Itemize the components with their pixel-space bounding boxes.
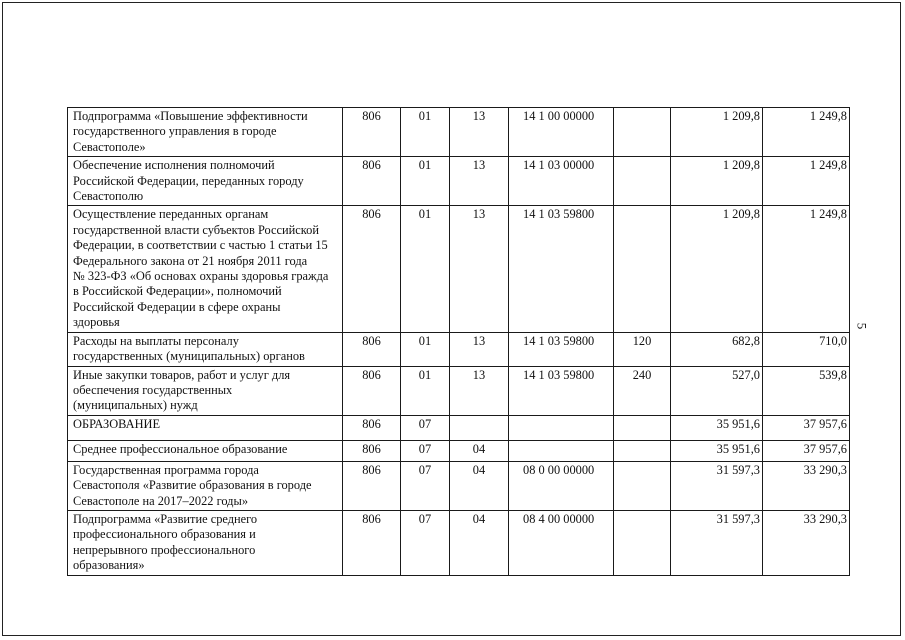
cell-name-line: № 323-ФЗ «Об основах охраны здоровья гражда [73,269,329,284]
cell-subsection: 04 [450,440,509,461]
cell-name-line: (муниципальных) нужд [73,398,198,413]
cell-subsection: 13 [450,157,509,206]
cell-name [68,415,343,440]
cell-sum-first: 527,0 [671,366,763,415]
cell-name-line: Расходы на выплаты персоналу [73,333,239,348]
cell-expense-type [614,440,671,461]
cell-target-article: 14 1 03 00000 [509,157,614,206]
cell-sum-first: 31 597,3 [671,510,763,575]
cell-ministry: 806 [343,108,401,157]
cell-expense-type [614,415,671,440]
cell-subsection: 04 [450,510,509,575]
cell-section: 01 [401,332,450,366]
table-row [68,157,850,206]
cell-section: 07 [401,510,450,575]
table-row [68,108,850,157]
cell-sum-first: 1 209,8 [671,108,763,157]
cell-name-line: государственных (муниципальных) органов [73,349,305,364]
cell-name [68,366,343,415]
cell-name-line: Российской Федерации в сфере охраны [73,299,281,314]
cell-sum-second: 539,8 [763,366,850,415]
cell-sum-first: 1 209,8 [671,157,763,206]
page-number: 5 [854,322,870,330]
cell-expense-type [614,157,671,206]
table-row [68,366,850,415]
cell-sum-first: 682,8 [671,332,763,366]
cell-expense-type [614,206,671,332]
cell-sum-second: 33 290,3 [763,461,850,510]
cell-ministry: 806 [343,157,401,206]
cell-name [68,206,343,332]
cell-name-line: ОБРАЗОВАНИЕ [73,416,161,431]
cell-expense-type: 240 [614,366,671,415]
cell-sum-second: 1 249,8 [763,206,850,332]
cell-ministry: 806 [343,440,401,461]
cell-name [68,108,343,157]
table-row [68,332,850,366]
cell-subsection: 13 [450,366,509,415]
cell-sum-second: 710,0 [763,332,850,366]
table-body [68,108,850,576]
cell-section: 07 [401,461,450,510]
cell-subsection: 04 [450,461,509,510]
cell-name-line: Севастополю [73,189,144,204]
table-row [68,415,850,440]
cell-ministry: 806 [343,206,401,332]
cell-subsection: 13 [450,206,509,332]
cell-target-article: 14 1 03 59800 [509,206,614,332]
cell-section: 07 [401,415,450,440]
cell-target-article [509,440,614,461]
cell-ministry: 806 [343,461,401,510]
cell-sum-second: 37 957,6 [763,415,850,440]
cell-name-line: в Российской Федерации», полномочий [73,284,282,299]
cell-subsection [450,415,509,440]
cell-target-article: 08 0 00 00000 [509,461,614,510]
cell-name-line: Федерации, в соответствии с частью 1 статьи 15 [73,238,328,253]
cell-target-article: 14 1 00 00000 [509,108,614,157]
cell-subsection: 13 [450,108,509,157]
cell-name-line: Подпрограмма «Развитие среднего [73,511,258,526]
cell-name [68,510,343,575]
table-row [68,461,850,510]
cell-target-article [509,415,614,440]
cell-expense-type [614,461,671,510]
cell-name-line: Российской Федерации, переданных городу [73,173,304,188]
cell-name [68,157,343,206]
cell-section: 01 [401,108,450,157]
cell-sum-second: 1 249,8 [763,157,850,206]
cell-name-line: профессионального образования и [73,527,256,542]
cell-name-line: государственного управления в городе [73,124,277,139]
cell-name [68,440,343,461]
cell-name-line: государственной власти субъектов Российской [73,222,320,237]
table-row [68,206,850,332]
cell-expense-type [614,510,671,575]
cell-sum-first: 35 951,6 [671,415,763,440]
cell-name [68,332,343,366]
cell-name-line: Севастополя «Развитие образования в городе [73,478,312,493]
cell-name-line: Севастополе» [73,139,146,154]
cell-name-line: Среднее профессиональное образование [73,441,288,456]
cell-expense-type: 120 [614,332,671,366]
cell-target-article: 08 4 00 00000 [509,510,614,575]
table-row [68,510,850,575]
cell-sum-second: 1 249,8 [763,108,850,157]
cell-target-article: 14 1 03 59800 [509,332,614,366]
cell-name-line: Осуществление переданных органам [73,207,269,222]
cell-sum-second: 37 957,6 [763,440,850,461]
cell-section: 07 [401,440,450,461]
cell-sum-first: 35 951,6 [671,440,763,461]
cell-expense-type [614,108,671,157]
cell-target-article: 14 1 03 59800 [509,366,614,415]
cell-sum-first: 1 209,8 [671,206,763,332]
cell-section: 01 [401,366,450,415]
table-row [68,440,850,461]
cell-name-line: Государственная программа города [73,462,259,477]
cell-name [68,461,343,510]
cell-name-line: Обеспечение исполнения полномочий [73,158,275,173]
cell-name-line: непрерывного профессионального [73,542,256,557]
cell-sum-first: 31 597,3 [671,461,763,510]
cell-name-line: Иные закупки товаров, работ и услуг для [73,367,291,382]
cell-name-line: Федерального закона от 21 ноября 2011 года [73,253,308,268]
budget-table [67,107,850,576]
cell-ministry: 806 [343,415,401,440]
cell-section: 01 [401,206,450,332]
cell-ministry: 806 [343,510,401,575]
cell-name-line: Севастополе на 2017–2022 годы» [73,493,249,508]
cell-name-line: здоровья [73,315,120,330]
cell-name-line: Подпрограмма «Повышение эффективности [73,109,308,123]
cell-sum-second: 33 290,3 [763,510,850,575]
cell-ministry: 806 [343,366,401,415]
cell-name-line: обеспечения государственных [73,382,233,397]
cell-name-line: образования» [73,558,145,573]
cell-subsection: 13 [450,332,509,366]
cell-section: 01 [401,157,450,206]
cell-ministry: 806 [343,332,401,366]
